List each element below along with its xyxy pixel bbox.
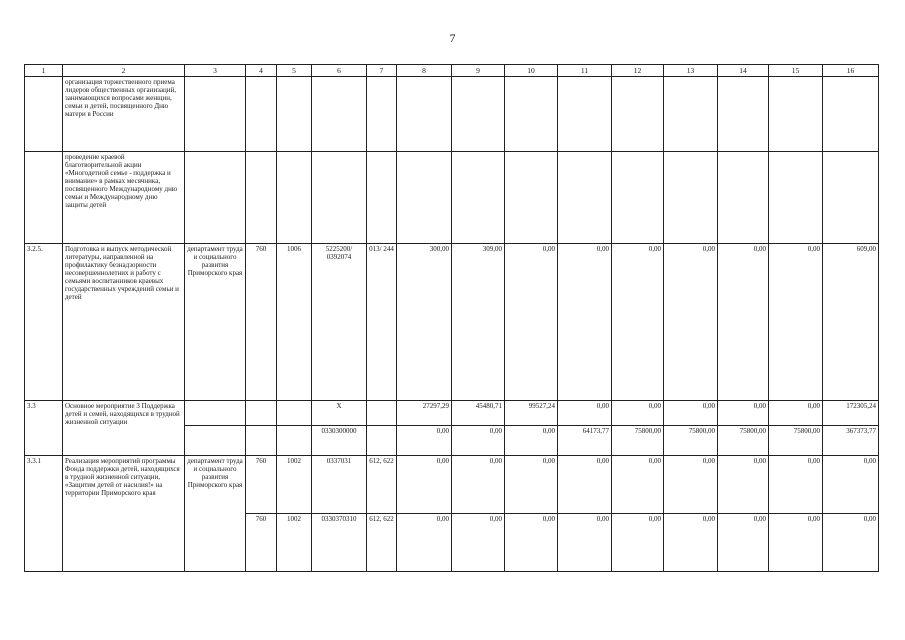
header-cell: 6	[312, 65, 367, 77]
header-cell: 13	[664, 65, 718, 77]
expense-type: 612, 622	[367, 456, 397, 514]
amount-cell: 172305,24	[823, 401, 879, 426]
activity-name: Подготовка и выпуск методической литературы, направленной на профилактику безнадзорности несовершеннолетних и работу с семьями воспитанников краевых государственных учреждений семьи и детей	[63, 244, 185, 401]
amount-cell: 0,00	[558, 401, 612, 426]
amount-cell: 75800,00	[718, 426, 769, 456]
amount-cell: 0,00	[664, 514, 718, 572]
section-code: 1002	[277, 456, 312, 514]
page-number: 7	[449, 31, 456, 45]
header-cell: 8	[397, 65, 452, 77]
executor: департамент труда и социального развития Приморского края	[185, 456, 246, 572]
item-number: 3.3	[25, 401, 63, 456]
amount-cell: 0,00	[505, 244, 558, 401]
amount-cell: 0,00	[823, 514, 879, 572]
table-row	[25, 244, 879, 401]
amount-cell: 0,00	[664, 401, 718, 426]
table-row	[25, 401, 879, 426]
amount-cell: 0,00	[452, 514, 505, 572]
amount-cell: 27297,29	[397, 401, 452, 426]
target-article: X	[312, 401, 367, 426]
amount-cell: 0,00	[718, 401, 769, 426]
amount-cell: 75800,00	[769, 426, 823, 456]
section-code: 1002	[277, 514, 312, 572]
program-table	[24, 64, 879, 572]
item-number: 3.3.1	[25, 456, 63, 572]
amount-cell: 0,00	[397, 426, 452, 456]
amount-cell: 309,00	[452, 244, 505, 401]
item-number: 3.2.5.	[25, 244, 63, 401]
amount-cell: 45480,71	[452, 401, 505, 426]
activity-name: проведение краевой благотворительной акции «Многодетной семье - поддержка и внимание» в рамках месячника, посвященного Международному дню семьи и Международному дню защиты детей	[63, 152, 185, 244]
activity-name: Реализация мероприятий программы Фонда поддержки детей, находящихся в трудной жизненной ситуации, «Защитим детей от насилия!» на территории Приморского края	[63, 456, 185, 572]
section-code: 1006	[277, 244, 312, 401]
amount-cell: 0,00	[397, 514, 452, 572]
amount-cell: 0,00	[769, 244, 823, 401]
amount-cell: 0,00	[558, 244, 612, 401]
amount-cell: 0,00	[452, 456, 505, 514]
amount-cell: 75800,00	[612, 426, 664, 456]
target-article: 0330300000	[312, 426, 367, 456]
executor: департамент труда и социального развития Приморского края	[185, 244, 246, 401]
amount-cell: 0,00	[452, 426, 505, 456]
header-cell: 7	[367, 65, 397, 77]
header-cell: 16	[823, 65, 879, 77]
amount-cell: 0,00	[397, 456, 452, 514]
grbs-code: 760	[246, 244, 277, 401]
activity-name: Основное мероприятие 3 Поддержка детей и семей, находящихся в трудной жизненной ситуации	[63, 401, 185, 456]
header-cell: 15	[769, 65, 823, 77]
header-cell: 4	[246, 65, 277, 77]
amount-cell: 0,00	[718, 514, 769, 572]
amount-cell: 367373,77	[823, 426, 879, 456]
table-row	[25, 77, 879, 152]
amount-cell: 0,00	[612, 244, 664, 401]
grbs-code: 760	[246, 456, 277, 514]
table-row	[25, 456, 879, 514]
table-row	[25, 152, 879, 244]
amount-cell: 99527,24	[505, 401, 558, 426]
amount-cell: 0,00	[558, 514, 612, 572]
header-cell: 5	[277, 65, 312, 77]
header-cell: 12	[612, 65, 664, 77]
amount-cell: 0,00	[769, 514, 823, 572]
amount-cell: 64173,77	[558, 426, 612, 456]
amount-cell: 0,00	[505, 514, 558, 572]
amount-cell: 0,00	[769, 456, 823, 514]
activity-name: организация торжественного приема лидеров общественных организаций, занимающихся вопросами женщин, семьи и детей, посвященного Дню матери в России	[63, 77, 185, 152]
header-cell: 2	[63, 65, 185, 77]
expense-type: 013/ 244	[367, 244, 397, 401]
header-cell: 10	[505, 65, 558, 77]
amount-cell: 0,00	[664, 244, 718, 401]
target-article: 5225200/ 0392074	[312, 244, 367, 401]
header-cell: 1	[25, 65, 63, 77]
expense-type: 612, 622	[367, 514, 397, 572]
amount-cell: 0,00	[718, 456, 769, 514]
amount-cell: 0,00	[505, 426, 558, 456]
amount-cell: 0,00	[612, 401, 664, 426]
amount-cell: 0,00	[558, 456, 612, 514]
amount-cell: 0,00	[718, 244, 769, 401]
target-article: 0337031	[312, 456, 367, 514]
amount-cell: 0,00	[664, 456, 718, 514]
amount-cell: 0,00	[769, 401, 823, 426]
amount-cell: 300,00	[397, 244, 452, 401]
amount-cell: 0,00	[505, 456, 558, 514]
amount-cell: 0,00	[823, 456, 879, 514]
amount-cell: 0,00	[612, 456, 664, 514]
header-cell: 9	[452, 65, 505, 77]
amount-cell: 75800,00	[664, 426, 718, 456]
header-cell: 14	[718, 65, 769, 77]
header-cell: 11	[558, 65, 612, 77]
header-row	[25, 65, 879, 77]
header-cell: 3	[185, 65, 246, 77]
amount-cell: 0,00	[612, 514, 664, 572]
amount-cell: 609,00	[823, 244, 879, 401]
target-article: 0330370310	[312, 514, 367, 572]
grbs-code: 760	[246, 514, 277, 572]
